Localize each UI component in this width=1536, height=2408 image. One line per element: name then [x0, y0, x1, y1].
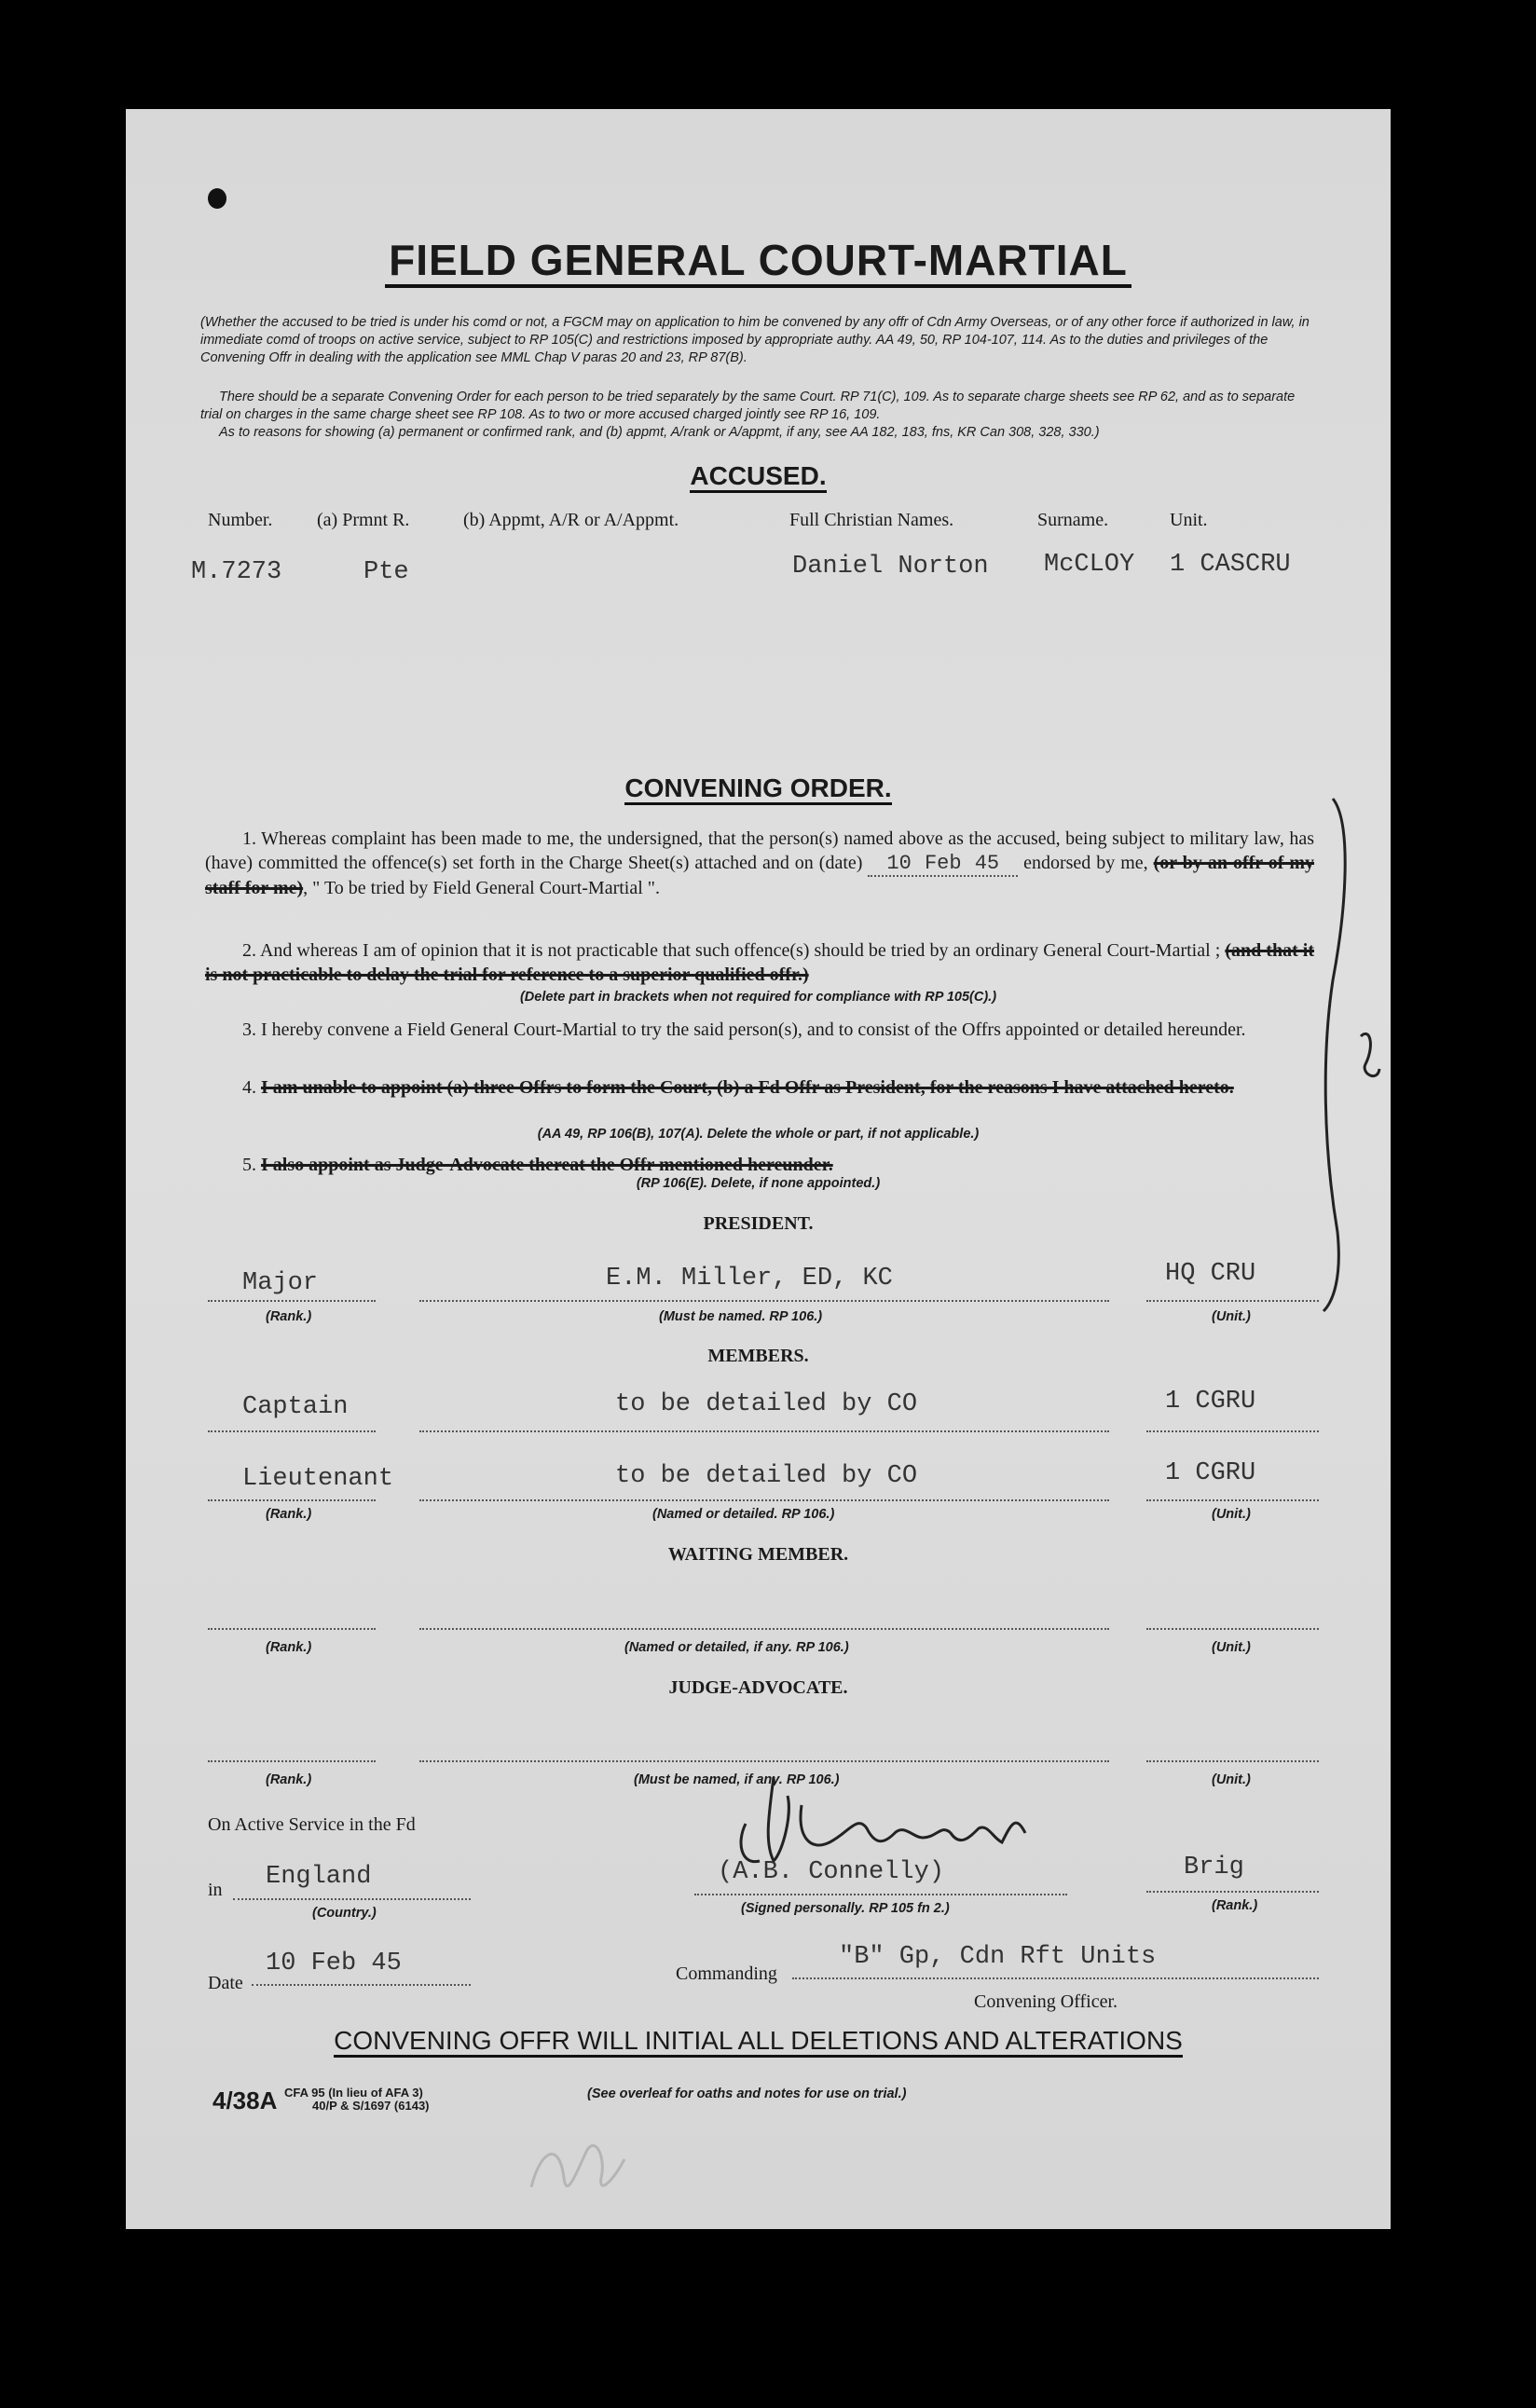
signer-rank-line: [1146, 1891, 1319, 1893]
accused-heading: ACCUSED.: [126, 461, 1391, 491]
form-number: 4/38A: [213, 2086, 278, 2114]
date-line: [252, 1984, 471, 1986]
member-1-unit: 1 CGRU: [1165, 1388, 1256, 1416]
faint-pencil-mark-icon: [513, 2113, 652, 2215]
accused-rank: Pte: [363, 558, 409, 586]
member-2-name-line: [419, 1499, 1109, 1501]
president-unit-caption: (Unit.): [1212, 1309, 1251, 1324]
commanding-label: Commanding: [676, 1963, 777, 1984]
form-sheet: [126, 109, 1391, 2229]
waiting-unit-line: [1146, 1628, 1319, 1630]
signer-name: (A.B. Connelly): [718, 1858, 945, 1886]
judge-name-caption: (Must be named, if any. RP 106.): [634, 1772, 840, 1787]
paragraph-4: 4. I am unable to appoint (a) three Offrs to form the Court, (b) a Fd Offr as President, for the reasons I have attached hereto.: [242, 1077, 1234, 1098]
form-ref-2: 40/P & S/1697 (6143): [312, 2099, 430, 2113]
judge-advocate-heading: JUDGE-ADVOCATE.: [668, 1677, 848, 1698]
active-service-label: On Active Service in the Fd: [208, 1814, 416, 1835]
convening-order-heading: CONVENING ORDER.: [126, 773, 1391, 803]
president-rank-line: [208, 1300, 376, 1302]
paragraph-1: 1. Whereas complaint has been made to me, the undersigned, that the person(s) named above as the accused, being subject to military law, has (have) committed the offence(s) set forth in the Charge Sheet(s) attached and on (date) 10 Feb 45 endorsed by me, (or by an offr of my staff for me), " To be tried by Field General Court-Martial ".: [205, 828, 1315, 898]
ink-blot: [208, 188, 226, 209]
label-appmt-rank: (b) Appmt, A/R or A/Appmt.: [463, 510, 679, 530]
waiting-unit-caption: (Unit.): [1212, 1640, 1251, 1655]
form-ref-1: CFA 95 (In lieu of AFA 3): [284, 2086, 423, 2100]
waiting-name-line: [419, 1628, 1109, 1630]
waiting-member-heading: WAITING MEMBER.: [667, 1544, 849, 1565]
accused-names: Daniel Norton: [792, 553, 989, 581]
member-2-name: to be detailed by CO: [615, 1462, 918, 1490]
label-christian-names: Full Christian Names.: [789, 510, 954, 530]
label-number: Number.: [208, 510, 273, 530]
paragraph-4-note: (AA 49, RP 106(B), 107(A). Delete the whole or part, if not applicable.): [537, 1127, 980, 1142]
president-rank: Major: [242, 1269, 319, 1297]
command-value: "B" Gp, Cdn Rft Units: [839, 1943, 1157, 1971]
date-value: 10 Feb 45: [266, 1950, 402, 1977]
judge-rank-caption: (Rank.): [266, 1772, 312, 1787]
president-name-line: [419, 1300, 1109, 1302]
member-2-rank: Lieutenant: [242, 1465, 394, 1493]
president-name: E.M. Miller, ED, KC: [606, 1265, 893, 1293]
members-name-caption: (Named or detailed. RP 106.): [652, 1507, 835, 1522]
in-label: in: [208, 1880, 223, 1900]
overleaf-note: (See overleaf for oaths and notes for use on trial.): [587, 2086, 907, 2101]
member-2-rank-line: [208, 1499, 376, 1501]
paragraph-2: 2. And whereas I am of opinion that it is not practicable that such offence(s) should be tried by an ordinary General Court-Martial ; (and that it is not practicable to delay the trial for reference to a superior qualified offr.): [205, 940, 1314, 985]
paragraph-5: 5. I also appoint as Judge-Advocate thereat the Offr mentioned hereunder.: [242, 1155, 833, 1175]
label-surname: Surname.: [1037, 510, 1109, 530]
president-heading: PRESIDENT.: [703, 1213, 814, 1234]
member-1-rank: Captain: [242, 1393, 349, 1421]
country-value: England: [266, 1863, 372, 1891]
paragraph-2-note: (Delete part in brackets when not required for compliance with RP 105(C).): [519, 990, 997, 1005]
instruction-para-2: There should be a separate Convening Order for each person to be tried separately by the same Court. RP 71(C), 109. As to separate charge sheets see RP 62, and as to separate trial on charges in the same charge sheet see RP 108. As to two or more accused charged jointly see RP 16, 109.: [200, 390, 1296, 422]
label-prmnt-rank: (a) Prmnt R.: [317, 510, 410, 530]
signer-rank: Brig: [1184, 1854, 1244, 1881]
waiting-rank-line: [208, 1628, 376, 1630]
signer-rank-caption: (Rank.): [1212, 1898, 1258, 1913]
form-title: FIELD GENERAL COURT-MARTIAL: [126, 235, 1391, 285]
accused-surname: McCLOY: [1044, 551, 1135, 579]
member-1-name-line: [419, 1430, 1109, 1432]
date-label: Date: [208, 1973, 243, 1993]
accused-number: M.7273: [191, 558, 282, 586]
members-unit-caption: (Unit.): [1212, 1507, 1251, 1522]
president-rank-caption: (Rank.): [266, 1309, 312, 1324]
label-unit: Unit.: [1170, 510, 1208, 530]
paragraph-3: 3. I hereby convene a Field General Court-Martial to try the said person(s), and to consist of the Offrs appointed or detailed hereunder.: [242, 1019, 1246, 1040]
members-heading: MEMBERS.: [707, 1346, 809, 1366]
member-1-unit-line: [1146, 1430, 1319, 1432]
waiting-rank-caption: (Rank.): [266, 1640, 312, 1655]
signer-line: [694, 1894, 1067, 1895]
margin-bracket-icon: [1296, 794, 1389, 1316]
instruction-para-3: As to reasons for showing (a) permanent or confirmed rank, and (b) appmt, A/rank or A/appmt, if any, see AA 182, 183, fns, KR Can 308, 328, 330.): [219, 425, 1100, 440]
member-1-name: to be detailed by CO: [615, 1390, 918, 1418]
waiting-name-caption: (Named or detailed, if any. RP 106.): [624, 1640, 849, 1655]
country-line: [233, 1898, 471, 1900]
signer-caption: (Signed personally. RP 105 fn 2.): [741, 1901, 950, 1916]
command-line: [792, 1977, 1319, 1979]
judge-rank-line: [208, 1760, 376, 1762]
members-rank-caption: (Rank.): [266, 1507, 312, 1522]
president-unit-line: [1146, 1300, 1319, 1302]
paragraph-5-note: (RP 106(E). Delete, if none appointed.): [636, 1176, 881, 1191]
president-unit: HQ CRU: [1165, 1260, 1256, 1288]
judge-unit-caption: (Unit.): [1212, 1772, 1251, 1787]
initial-deletions-notice: CONVENING OFFR WILL INITIAL ALL DELETIONS AND ALTERATIONS: [126, 2026, 1391, 2056]
accused-unit: 1 CASCRU: [1170, 551, 1291, 579]
paragraph-1-date: 10 Feb 45: [868, 852, 1018, 877]
member-2-unit: 1 CGRU: [1165, 1459, 1256, 1487]
instruction-para-1: (Whether the accused to be tried is under his comd or not, a FGCM may on application to him be convened by any offr of Cdn Army Overseas, or of any other force if authorized in law, in immediate comd of troops on active service, subject to RP 105(C) and restrictions imposed by appropriate authy. AA 49, 50, RP 104-107, 114. As to the duties and privileges of the Convening Offr in dealing with the application see MML Chap V paras 20 and 23, RP 87(B).: [200, 315, 1310, 365]
country-caption: (Country.): [312, 1906, 377, 1921]
member-1-rank-line: [208, 1430, 376, 1432]
president-name-caption: (Must be named. RP 106.): [659, 1309, 823, 1324]
member-2-unit-line: [1146, 1499, 1319, 1501]
convening-officer-caption: Convening Officer.: [974, 1991, 1118, 2012]
